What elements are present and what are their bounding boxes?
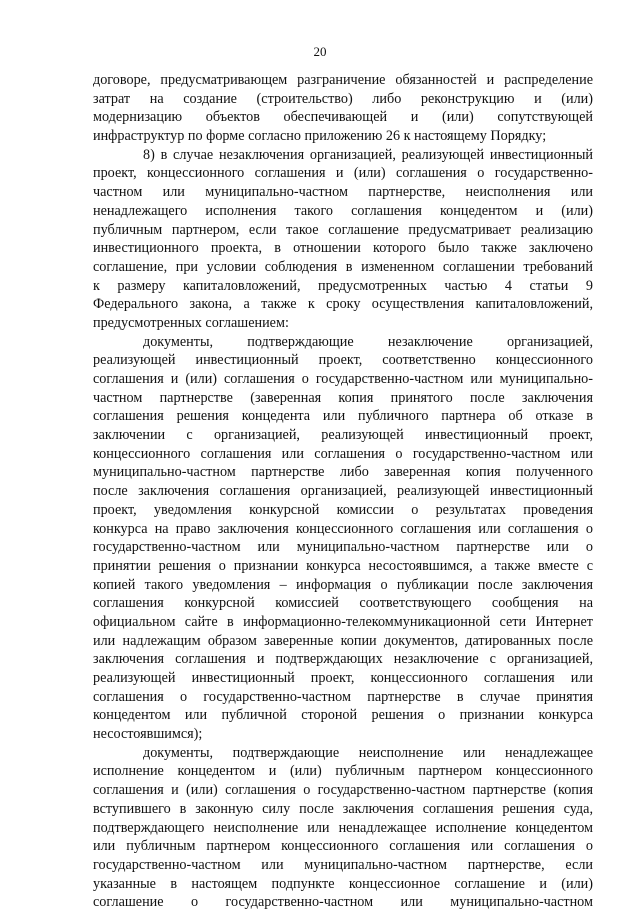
text-line: проект, концессионного соглашения и (или) соглашения о государственно- (93, 165, 593, 182)
text-line: Федерального закона, а также к сроку осуществления капиталовложений, (93, 296, 593, 313)
text-line: или надлежащим образом заверенные копии документов, датированных после (93, 632, 593, 649)
text-line: затрат на создание (строительство) либо реконструкцию и (или) (93, 90, 593, 107)
text-line: инфраструктур по форме согласно приложению 26 к настоящему Порядку; (93, 128, 547, 145)
text-line: заключении с организацией, реализующей инвестиционный проект, (93, 427, 593, 444)
text-line: принятии решения о признании конкурса несостоявшимся, а также вместе с (93, 557, 593, 574)
text-line: документы, подтверждающие неисполнение или ненадлежащее (143, 744, 593, 761)
text-line: к размеру капиталовложений, предусмотренных частью 4 статьи 9 (93, 277, 593, 294)
text-line: публичным партнером, если такое соглашение предусматривает реализацию (93, 221, 593, 238)
text-line: несостоявшимся); (93, 726, 203, 743)
text-line: вступившего в законную силу после заключения соглашения решения суда, (93, 800, 593, 817)
text-line: модернизацию объектов обеспечивающей и (или) сопутствующей (93, 109, 593, 126)
text-line: после заключения соглашения организацией, реализующей инвестиционный (93, 483, 593, 500)
text-line: исполнение концедентом и (или) публичным партнером концессионного (93, 763, 593, 780)
text-line: частном или муниципально-частном партнерстве, неисполнения или (93, 184, 593, 201)
text-line: концессионного соглашения или соглашения о государственно-частном или (93, 445, 593, 462)
text-line: ненадлежащего исполнения такого соглашения концедентом и (или) (93, 202, 593, 219)
text-line: указанные в настоящем подпункте концессионное соглашение и (или) (93, 875, 593, 892)
text-line: соглашения конкурсной комиссией соответствующего сообщения на (93, 595, 593, 612)
text-line: заключения соглашения и подтверждающих незаключение с организацией, (93, 651, 593, 668)
text-line: подтверждающего неисполнение или ненадлежащее исполнение концедентом (93, 819, 593, 836)
page-number: 20 (313, 44, 327, 59)
text-line: муниципально-частном партнерстве либо заверенная копия полученного (93, 464, 593, 481)
text-line: документы, подтверждающие незаключение организацией, (143, 333, 593, 350)
text-line: копией такого уведомления – информация о публикации после заключения (93, 576, 593, 593)
text-line: предусмотренных соглашением: (93, 314, 289, 331)
document-body (93, 71, 593, 912)
text-line: соглашение о государственно-частном или муниципально-частном (93, 894, 593, 911)
text-line: соглашения и (или) соглашения о государственно-частном или муниципально- (93, 371, 593, 387)
text-line: проект, уведомления конкурсной комиссии о результатах проведения (93, 501, 593, 518)
text-line: соглашение, при условии соблюдения в измененном соглашении требований (93, 258, 593, 275)
text-line: или публичным партнером концессионного соглашения или соглашения о (93, 838, 593, 855)
text-line: соглашения решения концедента или публичного партнера об отказе в (93, 408, 593, 425)
text-line: реализующей инвестиционный проект, соответственно концессионного (93, 352, 593, 369)
text-line: соглашения и (или) соглашения о государственно-частном партнерстве (копия (93, 782, 593, 799)
text-line: частном партнерстве (заверенная копия принятого после заключения (93, 389, 593, 406)
text-line: официальном сайте в информационно-телекоммуникационной сети Интернет (93, 613, 593, 630)
text-line: реализующей инвестиционный проект, концессионного соглашения или (93, 670, 593, 686)
text-line: 8) в случае незаключения организацией, реализующей инвестиционный (143, 146, 593, 163)
text-line: конкурса на право заключения концессионного соглашения или соглашения о (93, 520, 593, 537)
text-line: государственно-частном или муниципально-частном партнерстве или о (93, 539, 593, 556)
text-line: договоре, предусматривающем разграничение обязанностей и распределение (93, 72, 593, 88)
text-line: соглашения о государственно-частном партнерстве в случае принятия (93, 688, 593, 705)
text-line: инвестиционного проекта, в отношении которого было также заключено (93, 240, 593, 257)
text-line: государственно-частном или муниципально-частном партнерстве, если (93, 856, 593, 873)
text-line: концедентом или публичной стороной решения о признании конкурса (93, 707, 593, 724)
